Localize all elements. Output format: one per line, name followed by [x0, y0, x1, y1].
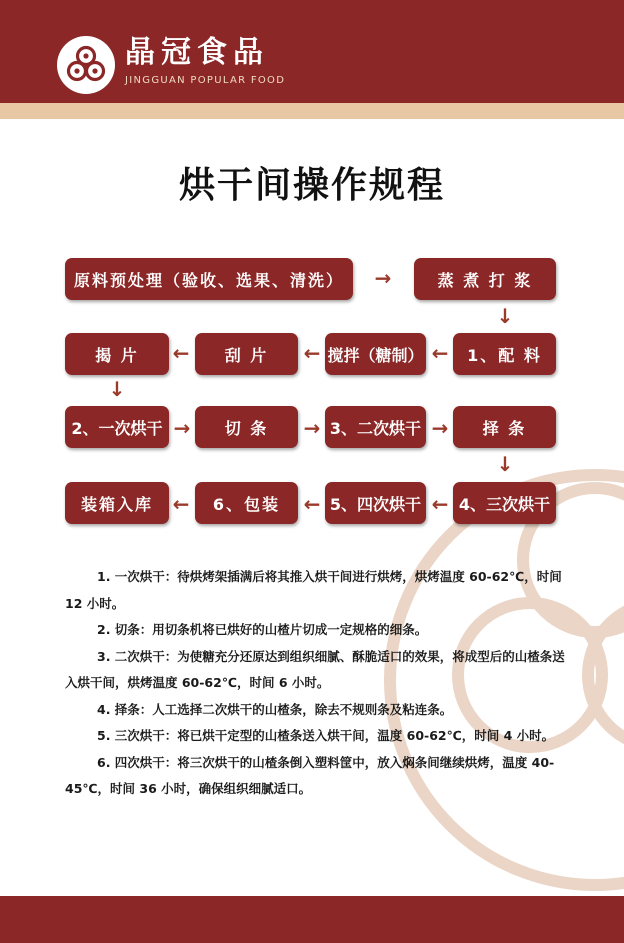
- note-fourth-drying: 6. 四次烘干：将三次烘干的山楂条倒入塑料筐中，放入焖条间继续烘烤，温度 40-45℃，时间 36 小时，确保组织细腻适口。: [65, 754, 555, 796]
- arrow-down-icon: ↓: [496, 452, 514, 476]
- arrow-down-icon: ↓: [108, 377, 126, 401]
- step-peel-sheet: 揭 片: [65, 333, 169, 375]
- arrow-right-icon: →: [431, 416, 449, 440]
- step-steam-pulp: 蒸 煮 打 浆: [414, 258, 556, 300]
- step-third-drying: 4、三次烘干: [453, 482, 556, 524]
- page-title: 烘干间操作规程: [178, 165, 445, 206]
- step-box-storage: 装箱入库: [65, 482, 169, 524]
- arrow-left-icon: ←: [431, 341, 449, 365]
- arrow-right-icon: →: [374, 266, 392, 290]
- step-sort-strips: 择 条: [453, 406, 556, 448]
- brand-name: 晶冠食品: [125, 35, 269, 70]
- note-first-drying: 1. 一次烘干：待烘烤架插满后将其推入烘干间进行烘烤，烘烤温度 60-62℃，时间 12 小时。: [65, 569, 562, 611]
- header-accent-stripe: [0, 103, 624, 119]
- note-sort-strips: 4. 择条：人工选择二次烘干的山楂条，除去不规则条及粘连条。: [97, 701, 453, 717]
- arrow-right-icon: →: [303, 416, 321, 440]
- arrow-right-icon: →: [173, 416, 191, 440]
- arrow-left-icon: ←: [172, 492, 190, 516]
- arrow-left-icon: ←: [172, 341, 190, 365]
- arrow-left-icon: ←: [431, 492, 449, 516]
- process-notes: [65, 564, 575, 803]
- footer-bar: [0, 896, 624, 943]
- note-second-drying: 3. 二次烘干：为使糖充分还原达到组织细腻、酥脆适口的效果，将成型后的山楂条送入烘干间，烘烤温度 60-62℃，时间 6 小时。: [65, 648, 565, 690]
- step-scrape-sheet: 刮 片: [195, 333, 298, 375]
- step-stir-sugar: 搅拌（糖制）: [325, 333, 426, 375]
- arrow-down-icon: ↓: [496, 304, 514, 328]
- step-raw-material-prep: 原料预处理（验收、选果、清洗）: [65, 258, 353, 300]
- brand-logo-icon: [55, 34, 117, 96]
- step-second-drying: 3、二次烘干: [325, 406, 426, 448]
- step-fourth-drying: 5、四次烘干: [325, 482, 426, 524]
- note-third-drying: 5. 三次烘干：将已烘干定型的山楂条送入烘干间，温度 60-62℃，时间 4 小时。: [97, 728, 555, 743]
- note-cut-strips: 2. 切条：用切条机将已烘好的山楂片切成一定规格的细条。: [97, 622, 428, 637]
- step-first-drying: 2、一次烘干: [65, 406, 169, 448]
- step-ingredient-mixing: 1、配 料: [453, 333, 556, 375]
- step-packaging: 6、包装: [195, 482, 298, 524]
- brand-subtitle: JINGGUAN POPULAR FOOD: [125, 75, 286, 86]
- arrow-left-icon: ←: [303, 341, 321, 365]
- step-cut-strips: 切 条: [195, 406, 298, 448]
- arrow-left-icon: ←: [303, 492, 321, 516]
